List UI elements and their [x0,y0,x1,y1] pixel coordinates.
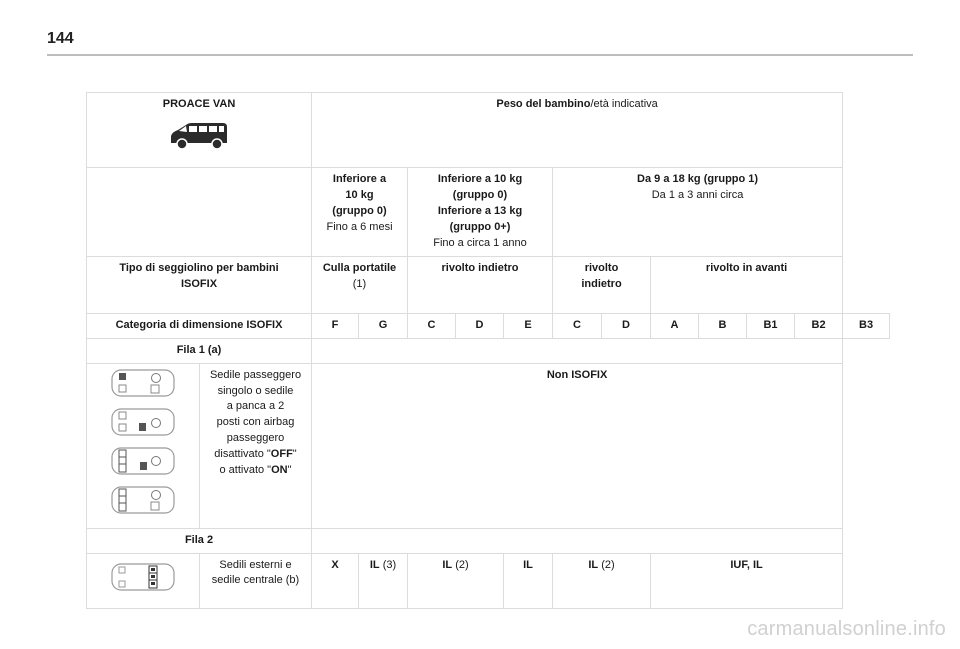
isofix-seat-table [86,92,890,609]
row2-value-rear-2: IL (2) [553,553,651,608]
size-code: B [699,313,747,338]
weight-groups-row [87,168,890,257]
watermark: carmanualsonline.info [747,618,946,640]
van-icon [168,121,230,151]
seat-type-rear-facing: rivolto indietro [408,256,553,313]
row1-description: Sedile passeggero singolo o sedile a panca a 2 posti con airbag passeggero disattivato "OFF" o attivato "ON" [200,363,312,528]
size-code: A [651,313,699,338]
row1-value: Non ISOFIX [312,363,843,528]
row2-value-e: IL [504,553,553,608]
size-code: C [553,313,602,338]
row1-seat-diagrams [87,363,200,528]
empty-cell [312,338,843,363]
seat-diagram-icon [111,407,175,437]
header-divider [47,54,913,56]
size-category-label: Categoria di dimensione ISOFIX [87,313,312,338]
row2-seats [87,553,890,608]
size-code: G [359,313,408,338]
row2-value-f: X [312,553,359,608]
weight-group-0-plus: Inferiore a 10 kg (gruppo 0) Inferiore a 13 kg (gruppo 0+) Fino a circa 1 anno [408,168,553,257]
seat-diagram-icon [111,368,175,398]
size-code: B3 [843,313,890,338]
seat-type-label: Tipo di seggiolino per bambini ISOFIX [87,256,312,313]
weight-group-0: Inferiore a 10 kg (gruppo 0) Fino a 6 mesi [312,168,408,257]
seat-type-row [87,256,890,313]
seat-type-rear-facing-2: rivolto indietro [553,256,651,313]
row2-description: Sedili esterni e sedile centrale (b) [200,553,312,608]
empty-cell [87,168,312,257]
size-code: E [504,313,553,338]
row2-value-g: IL (3) [359,553,408,608]
size-code: B2 [795,313,843,338]
empty-cell [312,528,843,553]
table-header-row [87,93,890,168]
seat-diagram-icon [111,562,175,592]
seat-diagram-icon [111,446,175,476]
size-category-row [87,313,890,338]
weight-header-cell [312,93,843,168]
row2-label: Fila 2 [87,528,312,553]
row1-seats [87,363,890,528]
vehicle-name: PROACE VAN [162,98,236,110]
seat-type-cot: Culla portatile (1) [312,256,408,313]
size-code: D [602,313,651,338]
seat-type-forward-facing: rivolto in avanti [651,256,843,313]
row1-label: Fila 1 (a) [87,338,312,363]
airbag-off-label: OFF [270,448,293,461]
size-code: D [456,313,504,338]
weight-group-1: Da 9 a 18 kg (gruppo 1) Da 1 a 3 anni circa [553,168,843,257]
weight-header-bold: Peso del bambino [496,98,591,110]
row2-value-forward: IUF, IL [651,553,843,608]
row2-header [87,528,890,553]
weight-header-rest: /età indicativa [590,98,658,110]
row2-seat-diagram [87,553,200,608]
size-code: F [312,313,359,338]
size-code: B1 [747,313,795,338]
row2-value-rear: IL (2) [408,553,504,608]
page-number: 144 [47,30,74,47]
airbag-on-label: ON [271,464,288,477]
seat-diagram-icon [111,485,175,515]
size-code: C [408,313,456,338]
row1-header [87,338,890,363]
vehicle-cell [87,93,312,168]
